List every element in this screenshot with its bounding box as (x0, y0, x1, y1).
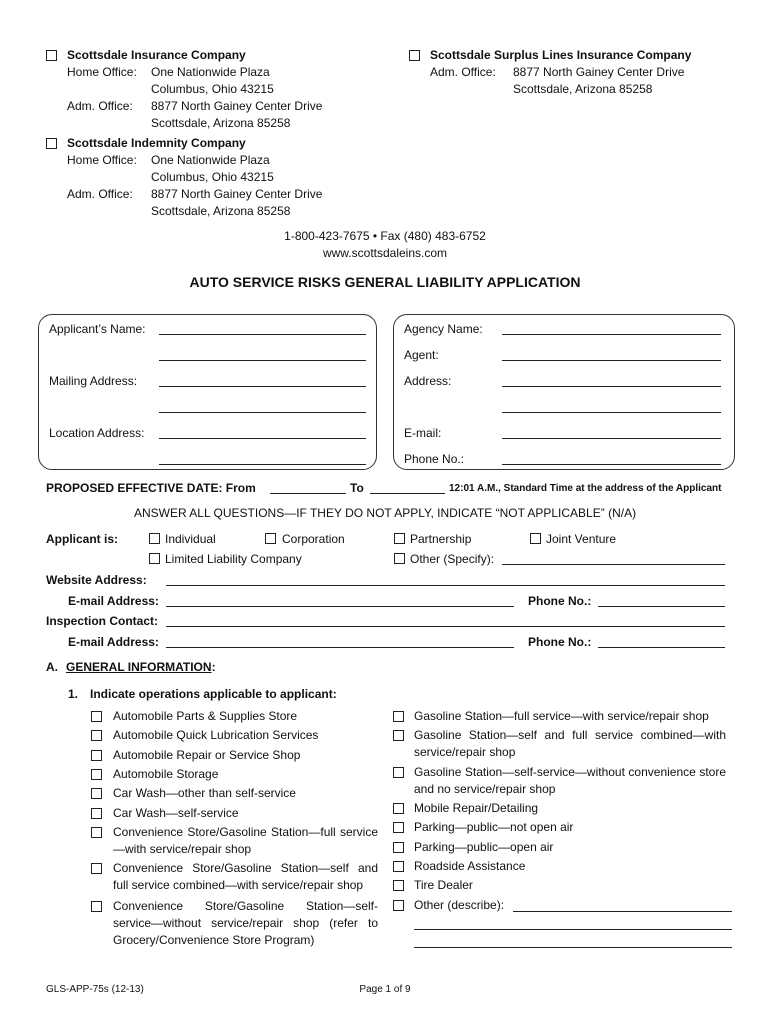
inspection-contact-line[interactable] (166, 626, 725, 627)
inspection-phone-line[interactable] (598, 647, 725, 648)
mailing-address-label: Mailing Address: (49, 374, 138, 388)
agent-label: Agent: (404, 348, 439, 362)
adm-office-label: Adm. Office: (67, 187, 133, 201)
location-address-label: Location Address: (49, 426, 145, 440)
operation-checkbox[interactable] (91, 750, 102, 761)
inspection-phone-label: Phone No.: (528, 635, 592, 649)
phone-line[interactable] (598, 606, 725, 607)
operation-label: Gasoline Station—self and full service combined—with service/repair shop (414, 728, 726, 759)
other-entity-line[interactable] (502, 564, 725, 565)
applicant-name-line[interactable] (159, 334, 366, 335)
operation-checkbox[interactable] (393, 861, 404, 872)
operation-checkbox[interactable] (393, 803, 404, 814)
operation-label: Convenience Store/Gasoline Station—self and full service combined—with service/repair shop (113, 861, 378, 892)
company-name: Scottsdale Indemnity Company (67, 136, 246, 150)
operation-label: Gasoline Station—self-service—without convenience store and no service/repair shop (414, 765, 726, 796)
effective-date-label: PROPOSED EFFECTIVE DATE: From (46, 481, 256, 495)
page-number: Page 1 of 9 (359, 984, 411, 995)
operation-label: Mobile Repair/Detailing (414, 801, 539, 815)
operation-checkbox[interactable] (393, 730, 404, 741)
other-entity-checkbox[interactable] (394, 553, 405, 564)
operation-checkbox[interactable] (393, 900, 404, 911)
operation-label: Tire Dealer (414, 878, 473, 892)
agency-address-label: Address: (404, 374, 452, 388)
section-letter: A. (46, 660, 58, 674)
scottsdale-surplus-checkbox[interactable] (409, 50, 420, 61)
agency-name-label: Agency Name: (404, 322, 483, 336)
scottsdale-insurance-checkbox[interactable] (46, 50, 57, 61)
agency-address-line[interactable] (502, 386, 721, 387)
partnership-label: Partnership (410, 532, 472, 546)
website-address-label: Website Address: (46, 573, 147, 587)
question-number: 1. (68, 687, 79, 701)
adm-office-label: Adm. Office: (67, 99, 133, 113)
phone-label: Phone No.: (528, 594, 592, 608)
company-name: Scottsdale Surplus Lines Insurance Company (430, 48, 692, 62)
page-title: AUTO SERVICE RISKS GENERAL LIABILITY APPLICATION (189, 274, 581, 290)
home-office-label: Home Office: (67, 65, 137, 79)
home-office-line2: Columbus, Ohio 43215 (151, 82, 274, 96)
location-address-line[interactable] (159, 438, 366, 439)
adm-office-line2: Scottsdale, Arizona 85258 (151, 116, 291, 130)
effective-to-label: To (350, 481, 364, 495)
effective-time-note: 12:01 A.M., Standard Time at the address of the Applicant (449, 483, 722, 494)
operation-label: Automobile Parts & Supplies Store (113, 709, 298, 723)
operation-checkbox[interactable] (91, 901, 102, 912)
partnership-checkbox[interactable] (394, 533, 405, 544)
llc-checkbox[interactable] (149, 553, 160, 564)
adm-office-line1: 8877 North Gainey Center Drive (151, 187, 323, 201)
applicant-box (38, 314, 377, 470)
adm-office-label: Adm. Office: (430, 65, 496, 79)
operation-label: Other (describe): (414, 898, 505, 912)
scottsdale-indemnity-checkbox[interactable] (46, 138, 57, 149)
section-heading (46, 660, 216, 674)
other-describe-line[interactable] (513, 911, 732, 912)
operation-checkbox[interactable] (91, 769, 102, 780)
llc-label: Limited Liability Company (165, 552, 302, 566)
mailing-address-line[interactable] (159, 386, 366, 387)
agency-phone-label: Phone No.: (404, 452, 465, 466)
operation-label: Convenience Store/Gasoline Station—self-service—without service/repair shop (refer to Grocery/Convenience Store Program) (113, 899, 378, 947)
operation-label: Gasoline Station—full service—with service/repair shop (414, 709, 709, 723)
adm-office-line1: 8877 North Gainey Center Drive (513, 65, 685, 79)
individual-label: Individual (165, 532, 216, 546)
operation-label: Car Wash—self-service (113, 806, 239, 820)
operation-checkbox[interactable] (393, 711, 404, 722)
operation-checkbox[interactable] (393, 842, 404, 853)
agency-name-line[interactable] (502, 334, 721, 335)
agent-line[interactable] (502, 360, 721, 361)
operation-checkbox[interactable] (91, 808, 102, 819)
section-colon: : (211, 660, 216, 674)
location-address-line-2[interactable] (159, 464, 366, 465)
operation-label: Convenience Store/Gasoline Station—full service—with service/repair shop (113, 825, 378, 856)
operation-checkbox[interactable] (91, 827, 102, 838)
operation-label: Automobile Quick Lubrication Services (113, 728, 319, 742)
company-name: Scottsdale Insurance Company (67, 48, 246, 62)
home-office-label: Home Office: (67, 153, 137, 167)
applicant-name-label: Applicant’s Name: (49, 322, 146, 336)
other-describe-line-2[interactable] (414, 929, 732, 930)
operation-checkbox[interactable] (91, 788, 102, 799)
adm-office-line2: Scottsdale, Arizona 85258 (513, 82, 653, 96)
mailing-address-line-2[interactable] (159, 412, 366, 413)
other-describe-line-3[interactable] (414, 947, 732, 948)
website-address-line[interactable] (166, 585, 725, 586)
form-number: GLS-APP-75s (12-13) (46, 984, 144, 995)
agency-address-line-2[interactable] (502, 412, 721, 413)
operation-label: Car Wash—other than self-service (113, 786, 296, 800)
email-address-line[interactable] (166, 606, 514, 607)
operation-label: Parking—public—open air (414, 840, 554, 854)
applicant-is-label: Applicant is: (46, 532, 119, 546)
operation-label: Parking—public—not open air (414, 820, 574, 834)
email-address-label: E-mail Address: (68, 594, 159, 608)
effective-to-line[interactable] (370, 493, 445, 494)
joint-venture-checkbox[interactable] (530, 533, 541, 544)
inspection-email-label: E-mail Address: (68, 635, 159, 649)
operation-checkbox[interactable] (393, 767, 404, 778)
inspection-contact-label: Inspection Contact: (46, 614, 159, 628)
other-entity-label: Other (Specify): (410, 552, 495, 566)
agency-box (393, 314, 735, 470)
operation-checkbox[interactable] (91, 863, 102, 874)
section-title: GENERAL INFORMATION (66, 660, 212, 674)
home-office-line1: One Nationwide Plaza (151, 65, 270, 79)
operation-checkbox[interactable] (91, 730, 102, 741)
instructions: ANSWER ALL QUESTIONS—IF THEY DO NOT APPLY, INDICATE “NOT APPLICABLE” (N/A) (133, 506, 637, 520)
adm-office-line2: Scottsdale, Arizona 85258 (151, 204, 291, 218)
agency-phone-line[interactable] (502, 464, 721, 465)
adm-office-line1: 8877 North Gainey Center Drive (151, 99, 323, 113)
effective-from-line[interactable] (270, 493, 346, 494)
home-office-line1: One Nationwide Plaza (151, 153, 270, 167)
corporation-checkbox[interactable] (265, 533, 276, 544)
operation-label: Automobile Repair or Service Shop (113, 748, 301, 762)
phone-fax: 1-800-423-7675 • Fax (480) 483-6752 (284, 229, 486, 243)
individual-checkbox[interactable] (149, 533, 160, 544)
question-text: Indicate operations applicable to applicant: (90, 687, 337, 701)
agency-email-line[interactable] (502, 438, 721, 439)
joint-venture-label: Joint Venture (546, 532, 617, 546)
operation-checkbox[interactable] (91, 711, 102, 722)
inspection-email-line[interactable] (166, 647, 514, 648)
operation-label: Automobile Storage (113, 767, 219, 781)
agency-email-label: E-mail: (404, 426, 442, 440)
operation-checkbox[interactable] (393, 822, 404, 833)
website-url: www.scottsdaleins.com (322, 246, 448, 260)
operation-checkbox[interactable] (393, 880, 404, 891)
corporation-label: Corporation (282, 532, 345, 546)
applicant-name-line-2[interactable] (159, 360, 366, 361)
operation-label: Roadside Assistance (414, 859, 526, 873)
home-office-line2: Columbus, Ohio 43215 (151, 170, 274, 184)
